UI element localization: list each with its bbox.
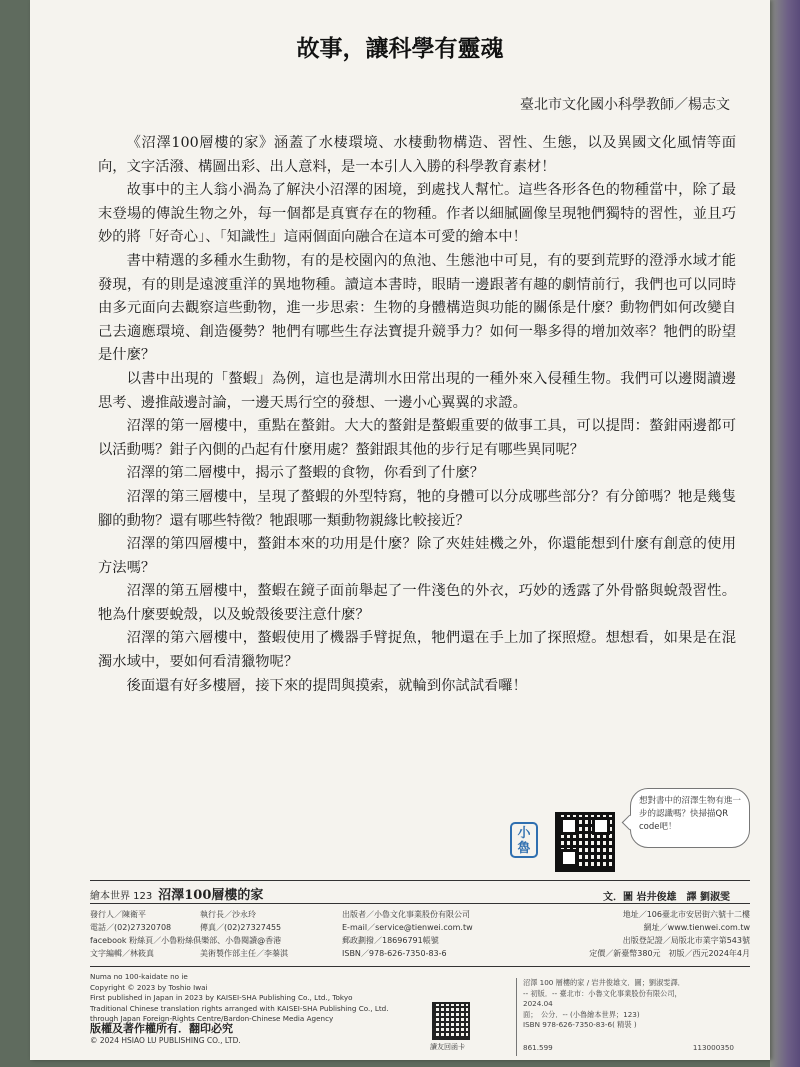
colophon-line: E-mail／service@tienwei.com.tw bbox=[342, 923, 473, 932]
qr-finder-icon bbox=[560, 849, 578, 867]
colophon-line: 出版登記證／局版北市業字第543號 bbox=[622, 936, 750, 945]
copyright-line: Traditional Chinese translation rights arranged with KAISEI-SHA Publishing Co., Ltd. bbox=[90, 1003, 389, 1013]
cip-number: 113000350 bbox=[692, 1042, 734, 1052]
publisher-copyright: © 2024 HSIAO LU PUBLISHING CO., LTD. bbox=[90, 1036, 241, 1045]
colophon-line: 電話／(02)27320708 bbox=[90, 923, 172, 932]
divider bbox=[90, 966, 750, 967]
cip-block bbox=[516, 978, 746, 1056]
copyright-line: Copyright © 2023 by Toshio Iwai bbox=[90, 982, 208, 992]
colophon-line: 網址／www.tienwei.com.tw bbox=[643, 923, 750, 932]
paragraph: 沼澤的第六層樓中，螯蝦使用了機器手臂捉魚，牠們還在手上加了探照燈。想想看，如果是在混濁水域中，要如何看清獵物呢？ bbox=[98, 630, 736, 671]
colophon-line: facebook 粉絲頁／小魯粉絲俱樂部、小魯閱讀@香港 bbox=[90, 936, 282, 945]
cip-line: 面； 公分．-- (小魯繪本世界；123) bbox=[523, 1009, 640, 1019]
colophon-line: 美術製作部主任／李蓁淇 bbox=[200, 949, 288, 958]
background-book-edge bbox=[770, 0, 800, 1067]
qr-finder-icon bbox=[560, 817, 578, 835]
colophon-col-4 bbox=[530, 908, 750, 960]
book-page bbox=[30, 0, 770, 1060]
divider bbox=[90, 903, 750, 904]
copyright-line: Numa no 100-kaidate no ie bbox=[90, 972, 188, 981]
paragraph: 沼澤的第五層樓中，螯蝦在鏡子面前舉起了一件淺色的外衣，巧妙的透露了外骨骼與蛻殼習性。牠為什麼要蛻殼，以及蛻殼後要注意什麼？ bbox=[98, 583, 736, 623]
cip-codes bbox=[523, 1043, 746, 1054]
colophon-book-title: 沼澤100層樓的家 bbox=[158, 888, 264, 903]
page-title: 故事，讓科學有靈魂 bbox=[296, 35, 504, 62]
publisher-logo: 小魯 bbox=[510, 822, 538, 858]
paragraph: 故事中的主人翁小渦為了解決小沼澤的困境，到處找人幫忙。這些各形各色的物種當中，除了最末登場的傳說生物之外，每一個都是真實存在的物種。作者以細膩圖像呈現牠們獨特的習性，並且巧妙的將「好奇心」、「知識性」這兩個面向融合在這本可愛的繪本中！ bbox=[98, 182, 736, 246]
paragraph: 沼澤的第三層樓中，呈現了螯蝦的外型特寫，牠的身體可以分成哪些部分？有分節嗎？牠是幾隻腳的動物？還有哪些特徵？牠跟哪一類動物親緣比較接近？ bbox=[98, 488, 736, 529]
cip-line: 沼澤 100 層樓的家 / 岩井俊雄文．圖；劉淑雯譯． bbox=[523, 978, 685, 987]
cip-line: 2024.04 bbox=[523, 999, 553, 1008]
cip-line: -- 初版．-- 臺北市：小魯文化事業股份有限公司， bbox=[523, 988, 682, 998]
author-line: 臺北市文化國小科學教師／楊志文 bbox=[520, 97, 730, 113]
paragraph: 後面還有好多樓層，接下來的提問與摸索，就輪到你試試看囉！ bbox=[126, 677, 527, 694]
paragraph: 書中精選的多種水生動物，有的是校園內的魚池、生態池中可見，有的要到荒野的澄淨水域才能發現，有的則是遠渡重洋的異地物種。讀這本書時，眼睛一邊跟著有趣的劇情前行，我們也可以同時由多元面向去觀察這些動物，進一步思索：生物的身體構造與功能的關係是什麼？動物們如何改變自己去適應環境、創造優勢？牠們有哪些生存法寶提升競爭力？如何一舉多得的增加效率？牠們的盼望是什麼？ bbox=[98, 252, 736, 364]
series-number: 繪本世界 123 bbox=[90, 891, 153, 902]
series-label bbox=[90, 884, 263, 903]
reader-card-qr-icon[interactable] bbox=[432, 1002, 470, 1040]
colophon-line: 定價／新臺幣380元 初版／西元2024年4月 bbox=[589, 949, 750, 958]
colophon-line: 文字編輯／林筱真 bbox=[90, 949, 154, 958]
credits: 文．圖 岩井俊雄 譯 劉淑雯 bbox=[603, 892, 730, 903]
colophon-line: 發行人／陳衛平 bbox=[90, 910, 146, 919]
colophon-line: 傳真／(02)27327455 bbox=[200, 923, 282, 932]
paragraph: 沼澤的第一層樓中，重點在螯鉗。大大的螯鉗是螯蝦重要的做事工具，可以提問：螯鉗兩邊都可以活動嗎？鉗子內側的凸起有什麼用處？螯鉗跟其他的步行足有哪些異同呢？ bbox=[98, 418, 736, 458]
rights-notice: 版權及著作權所有．翻印必究 bbox=[90, 1022, 233, 1035]
paragraph: 沼澤的第四層樓中，螯鉗本來的功用是什麼？除了夾娃娃機之外，你還能想到什麼有創意的使用方法嗎？ bbox=[98, 536, 736, 576]
divider bbox=[90, 880, 750, 881]
qr-finder-icon bbox=[592, 817, 610, 835]
qr-code-icon[interactable] bbox=[555, 812, 615, 872]
colophon-line: 出版者／小魯文化事業股份有限公司 bbox=[342, 910, 470, 919]
colophon-line bbox=[200, 934, 330, 947]
colophon-col-2 bbox=[200, 908, 330, 960]
colophon-line: ISBN／978-626-7350-83-6 bbox=[342, 949, 447, 958]
cip-classification: 861.599 bbox=[523, 1042, 553, 1052]
qr-speech-bubble: 想對書中的沼澤生物有進一步的認識嗎？快掃描QR code吧！ bbox=[630, 788, 750, 848]
paragraph: 沼澤的第二層樓中，揭示了螯蝦的食物，你看到了什麼？ bbox=[126, 465, 485, 482]
copyright-line: First published in Japan in 2023 by KAISEI-SHA Publishing Co., Ltd., Tokyo bbox=[90, 993, 353, 1002]
paragraph: 《沼澤100層樓的家》涵蓋了水棲環境、水棲動物構造、習性、生態，以及異國文化風情等面向，文字活潑、構圖出彩、出人意料，是一本引人入勝的科學教育素材！ bbox=[98, 135, 736, 175]
colophon-line: 郵政劃撥／18696791帳號 bbox=[342, 936, 439, 945]
colophon-line: 地址／106臺北市安居街六號十二樓 bbox=[622, 910, 750, 919]
essay-body bbox=[98, 132, 736, 698]
cip-line: ISBN 978-626-7350-83-6( 精裝 ) bbox=[523, 1020, 637, 1029]
qr-label: 讀友回函卡 bbox=[430, 1043, 465, 1051]
paragraph: 以書中出現的「螯蝦」為例，這也是溝圳水田常出現的一種外來入侵種生物。我們可以邊閱讀邊思考、邊推敲邊討論，一邊天馬行空的發想、一邊小心翼翼的求證。 bbox=[98, 370, 736, 411]
copyright-block bbox=[90, 972, 389, 1025]
colophon-col-3 bbox=[342, 908, 522, 960]
colophon-line: 執行長／沙永玲 bbox=[200, 910, 256, 919]
copyright-line: through Japan Foreign-Rights Centre/Bardon-Chinese Media Agency bbox=[90, 1014, 334, 1023]
